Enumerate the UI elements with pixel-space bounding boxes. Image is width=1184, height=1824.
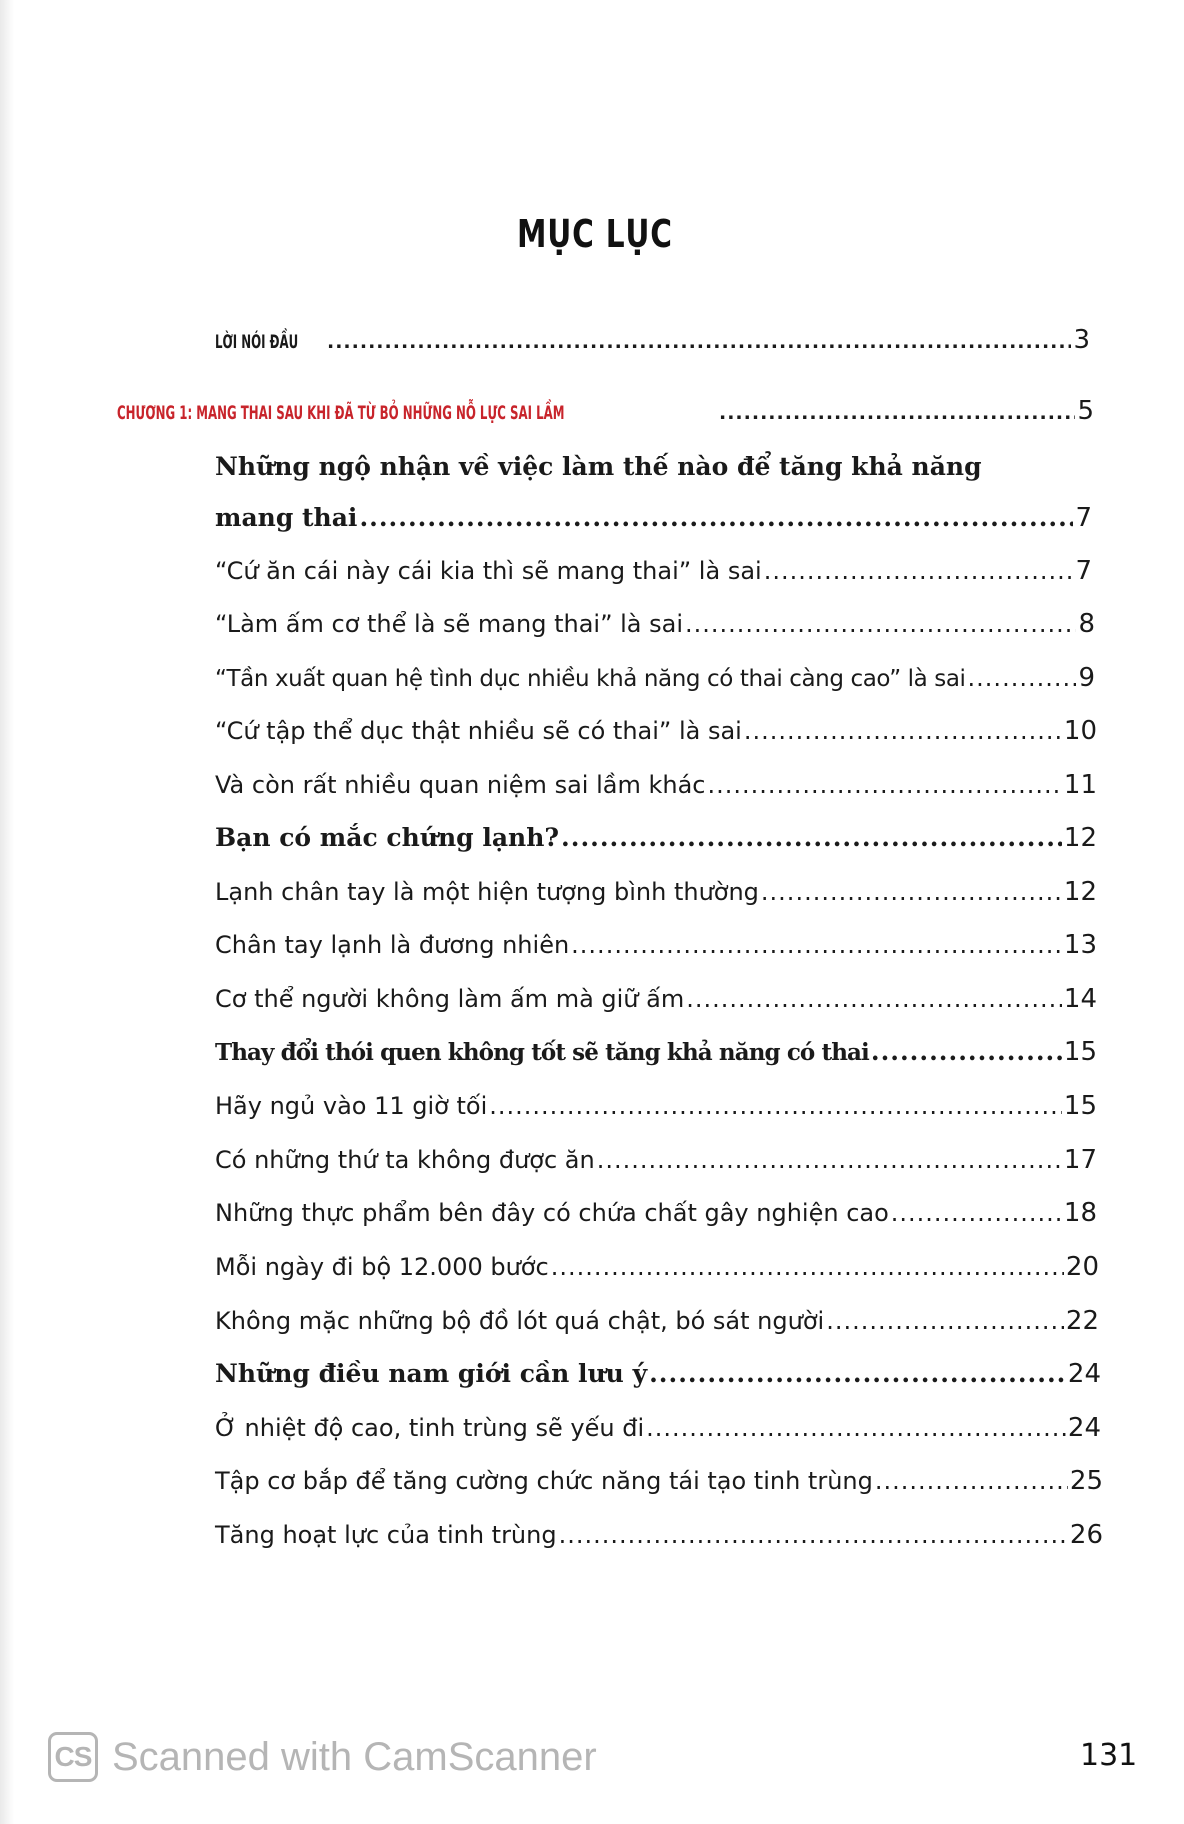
- toc-entry-label: Và còn rất nhiều quan niệm sai lầm khác: [215, 771, 706, 799]
- leader-dots: [597, 1146, 1062, 1174]
- leader-dots: [646, 1414, 1066, 1442]
- leader-dots: [744, 717, 1062, 745]
- toc-entry[interactable]: [215, 1145, 1097, 1175]
- camscanner-watermark: [48, 1732, 597, 1782]
- toc-entry-label: Lạnh chân tay là một hiện tượng bình thường: [215, 878, 759, 906]
- toc-entry-label: LỜI NÓI ĐẦU: [215, 331, 299, 353]
- leader-dots: [327, 331, 1071, 353]
- leader-dots: [649, 1359, 1066, 1388]
- toc-entry-page: 13: [1063, 930, 1097, 960]
- leader-dots: [559, 1521, 1068, 1549]
- toc-entry[interactable]: [215, 1252, 1099, 1282]
- toc-entry-page: 9: [1078, 663, 1095, 693]
- toc-entry[interactable]: [215, 1091, 1097, 1121]
- toc-entry-page: 10: [1063, 716, 1097, 746]
- leader-dots: [764, 557, 1074, 585]
- toc-entry-label: Chân tay lạnh là đương nhiên: [215, 931, 570, 959]
- toc-entry-label: Tập cơ bắp để tăng cường chức năng tái tạo tinh trùng: [215, 1467, 873, 1495]
- toc-entry[interactable]: [215, 1306, 1099, 1336]
- toc-entry-label: Ở nhiệt độ cao, tinh trùng sẽ yếu đi: [215, 1414, 645, 1442]
- toc-entry[interactable]: [215, 1198, 1097, 1228]
- leader-dots: [551, 1253, 1064, 1281]
- leader-dots: [359, 503, 1073, 532]
- toc-entry[interactable]: [215, 877, 1097, 907]
- leader-dots: [686, 985, 1062, 1013]
- toc-entry-label: Mỗi ngày đi bộ 12.000 bước: [215, 1253, 549, 1281]
- page-title: MỤC LỤC: [516, 212, 673, 256]
- toc-entry[interactable]: [215, 716, 1097, 746]
- toc-entry-page: 12: [1063, 877, 1097, 907]
- toc-entry-page: 8: [1078, 609, 1095, 639]
- toc-entry-page: 24: [1067, 1413, 1101, 1443]
- toc-entry-page: 7: [1075, 556, 1092, 586]
- toc-entry-label: Có những thứ ta không được ăn: [215, 1146, 595, 1174]
- toc-entry[interactable]: [215, 984, 1097, 1014]
- leader-dots: [707, 771, 1061, 799]
- toc-entry-page: 15: [1063, 1091, 1097, 1121]
- toc-entry[interactable]: [215, 1466, 1103, 1496]
- toc-entry-label: Tăng hoạt lực của tinh trùng: [215, 1521, 557, 1549]
- leader-dots: [875, 1467, 1068, 1495]
- toc-entry-page: 18: [1063, 1198, 1097, 1228]
- toc-entry[interactable]: [215, 930, 1097, 960]
- leader-dots: [891, 1199, 1062, 1227]
- toc-entry-page: 24: [1067, 1359, 1101, 1389]
- toc-entry-page: 26: [1069, 1520, 1103, 1550]
- toc-entry-label: Không mặc những bộ đồ lót quá chật, bó sát người: [215, 1307, 825, 1335]
- toc-entry-label: mang thai: [215, 503, 358, 532]
- toc-entry-page: 11: [1063, 770, 1097, 800]
- toc-entry-page: 15: [1063, 1037, 1097, 1067]
- toc-entry[interactable]: [215, 609, 1095, 639]
- toc-entry-cold-syndrome[interactable]: [215, 823, 1097, 853]
- toc-entry-label: CHƯƠNG 1: MANG THAI SAU KHI ĐÃ TỪ BỎ NHỮNG NỖ LỰC SAI LẦM: [117, 402, 565, 424]
- toc-entry-page: 12: [1063, 823, 1097, 853]
- leader-dots: [826, 1307, 1064, 1335]
- toc-entry-label: “Cứ ăn cái này cái kia thì sẽ mang thai” là sai: [215, 557, 762, 585]
- leader-dots: [968, 664, 1077, 692]
- toc-entry-label: Thay đổi thói quen không tốt sẽ tăng khả năng có thai: [215, 1039, 869, 1066]
- toc-entry-label: Những điều nam giới cần lưu ý: [215, 1359, 648, 1388]
- leader-dots: [489, 1092, 1062, 1120]
- toc-entry-misconceptions[interactable]: [215, 503, 1092, 533]
- watermark-text: Scanned with CamScanner: [112, 1734, 597, 1779]
- leader-dots: [685, 610, 1076, 638]
- leader-dots: [871, 1037, 1062, 1066]
- toc-entry-page: 20: [1065, 1252, 1099, 1282]
- toc-entry-label: Bạn có mắc chứng lạnh?: [215, 823, 560, 852]
- toc-entry-page: 22: [1065, 1306, 1099, 1336]
- leader-dots: [761, 878, 1062, 906]
- page-number: 131: [1080, 1738, 1138, 1773]
- toc-entry[interactable]: [215, 770, 1097, 800]
- toc-entry-heading-line1: Những ngộ nhận về việc làm thế nào để tăng khả năng: [215, 452, 982, 481]
- toc-entry-page: 7: [1075, 503, 1092, 533]
- toc-entry[interactable]: [215, 663, 1095, 693]
- toc-entry-label: Cơ thể người không làm ấm mà giữ ấm: [215, 985, 685, 1013]
- leader-dots: [719, 402, 1075, 424]
- toc-entry-label: Những thực phẩm bên đây có chứa chất gây nghiện cao: [215, 1199, 889, 1227]
- toc-entry-men-notes[interactable]: [215, 1359, 1101, 1389]
- toc-entry-label: “Làm ấm cơ thể là sẽ mang thai” là sai: [215, 610, 684, 638]
- toc-entry[interactable]: [215, 1413, 1101, 1443]
- toc-entry-label: “Tần xuất quan hệ tình dục nhiều khả năng có thai càng cao” là sai: [215, 666, 966, 692]
- leader-dots: [571, 931, 1062, 959]
- toc-entry[interactable]: [215, 1520, 1103, 1550]
- camscanner-logo-icon: CS: [48, 1732, 98, 1782]
- toc-entry-page: 25: [1069, 1466, 1103, 1496]
- toc-entry[interactable]: [215, 556, 1092, 586]
- toc-entry-preface[interactable]: [215, 325, 1090, 355]
- toc-entry-page: 14: [1063, 984, 1097, 1014]
- toc-entry-change-habits[interactable]: [215, 1037, 1097, 1067]
- toc-entry-page: 17: [1063, 1145, 1097, 1175]
- toc-entry-page: 5: [1077, 396, 1094, 426]
- toc-entry-label: Hãy ngủ vào 11 giờ tối: [215, 1092, 488, 1120]
- toc-entry-label: “Cứ tập thể dục thật nhiều sẽ có thai” là sai: [215, 717, 742, 745]
- leader-dots: [561, 823, 1062, 852]
- toc-entry-chapter-1[interactable]: [117, 396, 1094, 426]
- toc-entry-page: 3: [1073, 325, 1090, 355]
